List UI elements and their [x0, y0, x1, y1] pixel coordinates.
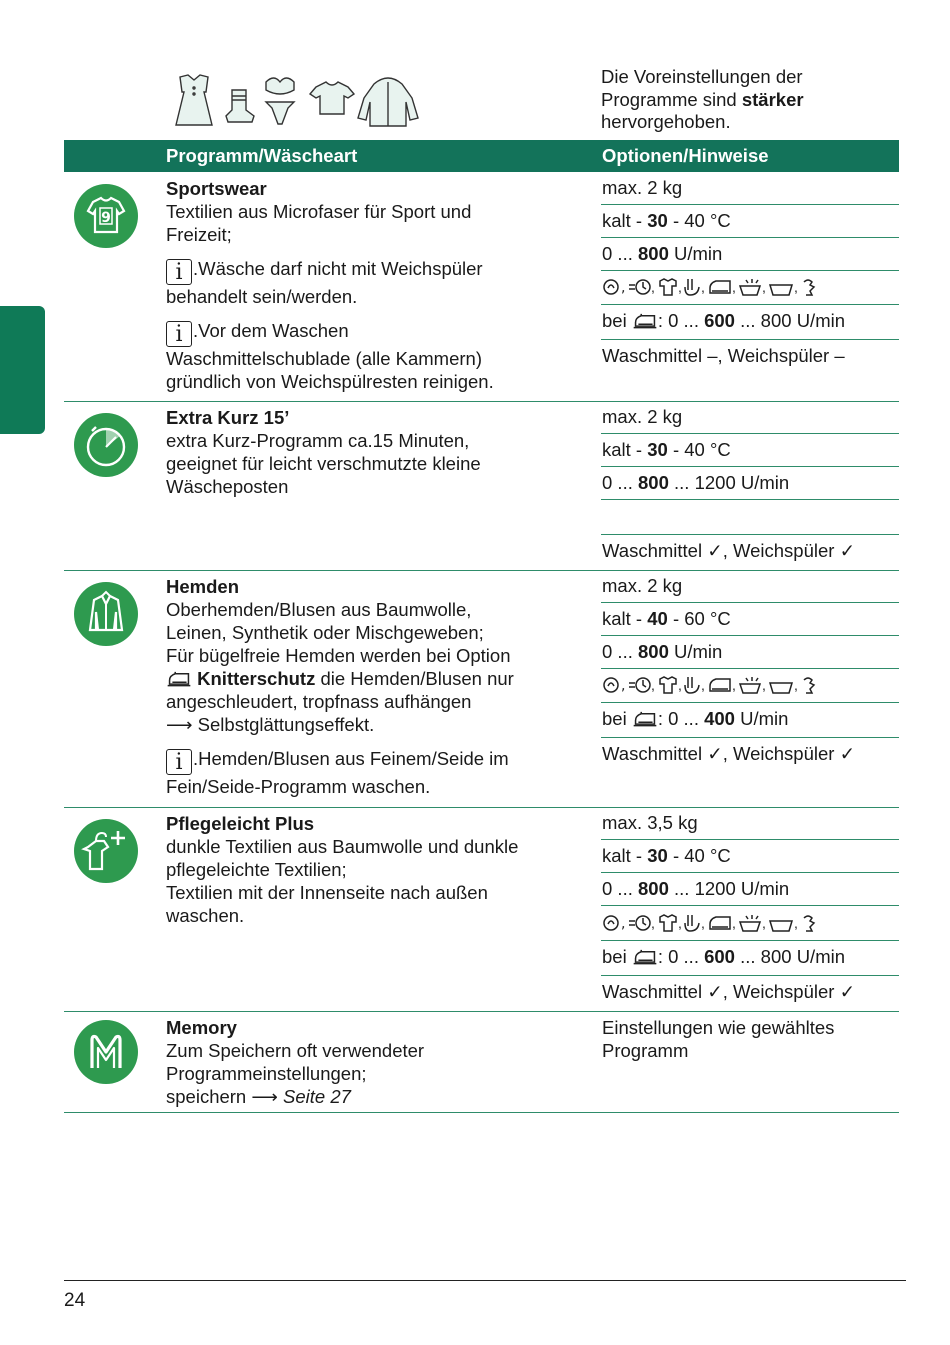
program-options [601, 1016, 899, 1062]
temperature: kalt - 40 - 60 °C [601, 603, 899, 636]
program-row-sportswear [64, 172, 899, 402]
footer-rule [64, 1280, 906, 1281]
max-load: max. 3,5 kg [601, 807, 899, 840]
program-description: Memory Zum Speichern oft verwendeter Programmeinstellungen; speichern ⟶ Seite 27 [166, 1017, 425, 1107]
header-options: Optionen/Hinweise [602, 145, 769, 166]
iron-spin: bei : 0 ... 600 ... 800 U/min [601, 305, 899, 340]
info-icon: i [166, 749, 192, 775]
max-load: max. 2 kg [601, 401, 899, 434]
program-options [601, 570, 899, 771]
iron-icon [632, 312, 658, 329]
option-symbols [601, 906, 899, 941]
svg-text:9: 9 [101, 210, 111, 226]
program-options [601, 807, 899, 1011]
arrow-icon: ⟶ [251, 1086, 278, 1107]
info-icon: i [166, 321, 192, 347]
underwear-icon [266, 78, 294, 124]
page-number: 24 [64, 1290, 86, 1311]
iron-spin: bei : 0 ... 600 ... 800 U/min [601, 941, 899, 976]
shirt-hanger-icon [74, 582, 138, 646]
tshirt-icon [310, 82, 354, 114]
memory-note: Einstellungen wie gewähltes [602, 1017, 835, 1038]
detergent: Waschmittel ✓, Weichspüler ✓ [602, 981, 856, 1002]
memory-note: Programm [602, 1040, 689, 1061]
program-row-pflegeleicht-plus [64, 807, 899, 1012]
program-description: Hemden Oberhemden/Blusen aus Baumwolle, Leinen, Synthetik oder Mischgeweben; Für bügelfreie Hemden werden bei Option Knitterschutz die Hemden/Blusen nur angeschleudert, tropfnass aufhängen ⟶ Selbstglättungseffekt. i .Hemden/Blusen aus Feinem/Seide im Fein/Seide-Programm waschen. [166, 576, 514, 797]
detergent: Waschmittel ✓, Weichspüler ✓ [602, 540, 856, 561]
option-symbols [601, 271, 899, 305]
dress-icon [176, 75, 212, 125]
sock-icon [226, 90, 254, 122]
shirt-plus-icon [74, 819, 138, 883]
max-load: max. 2 kg [601, 172, 899, 205]
option-symbols-icon [602, 674, 842, 696]
page-reference[interactable]: Seite 27 [283, 1086, 351, 1107]
stopwatch-icon [74, 413, 138, 477]
iron-icon [632, 948, 658, 965]
arrow-icon: ⟶ [166, 714, 193, 735]
header-program: Programm/Wäscheart [166, 145, 358, 166]
spin-speed: 0 ... 800 ... 1200 U/min [601, 873, 899, 906]
program-row-extra-kurz [64, 401, 899, 571]
temperature: kalt - 30 - 40 °C [601, 205, 899, 238]
option-symbols-icon [602, 507, 662, 529]
intro-text: Die Voreinstellungen der Programme sind stärker hervorgehoben. [601, 66, 804, 132]
detergent: Waschmittel –, Weichspüler – [602, 345, 845, 366]
spin-speed: 0 ... 800 U/min [601, 238, 899, 271]
program-description: Sportswear Textilien aus Microfaser für Sport und Freizeit; i .Wäsche darf nicht mit Weichspüler behandelt sein/werden. i .Vor dem Waschen Waschmittelschublade (alle Kammern) gründlich von Weichspülresten reinigen. [166, 178, 494, 392]
jacket-icon [358, 78, 418, 126]
iron-icon [632, 710, 658, 727]
program-row-memory [64, 1011, 899, 1113]
memory-m-icon [74, 1020, 138, 1084]
program-options [601, 401, 899, 570]
option-symbols-icon [602, 912, 842, 934]
program-description: Extra Kurz 15’ extra Kurz-Programm ca.15 Minuten, geeignet für leicht verschmutzte kleine Wäscheposten [166, 407, 481, 497]
program-row-hemden [64, 570, 899, 808]
spin-speed: 0 ... 800 ... 1200 U/min [601, 467, 899, 500]
info-icon: i [166, 259, 192, 285]
iron-icon [166, 670, 192, 687]
sportswear-shirt-9-icon [74, 184, 138, 248]
program-options [601, 172, 899, 373]
max-load: max. 2 kg [601, 570, 899, 603]
spin-speed: 0 ... 800 U/min [601, 636, 899, 669]
option-symbols [601, 669, 899, 703]
program-description: Pflegeleicht Plus dunkle Textilien aus Baumwolle und dunkle pflegeleichte Textilien; Textilien mit der Innenseite nach außen waschen. [166, 813, 519, 926]
iron-spin: bei : 0 ... 400 U/min [601, 703, 899, 738]
detergent: Waschmittel ✓, Weichspüler ✓ [602, 743, 856, 764]
temperature: kalt - 30 - 40 °C [601, 840, 899, 873]
table-header [64, 140, 899, 172]
chapter-tab [0, 306, 45, 434]
option-symbols-icon [602, 276, 842, 298]
option-symbols [601, 500, 899, 535]
laundry-types-icons [166, 72, 421, 130]
temperature: kalt - 30 - 40 °C [601, 434, 899, 467]
